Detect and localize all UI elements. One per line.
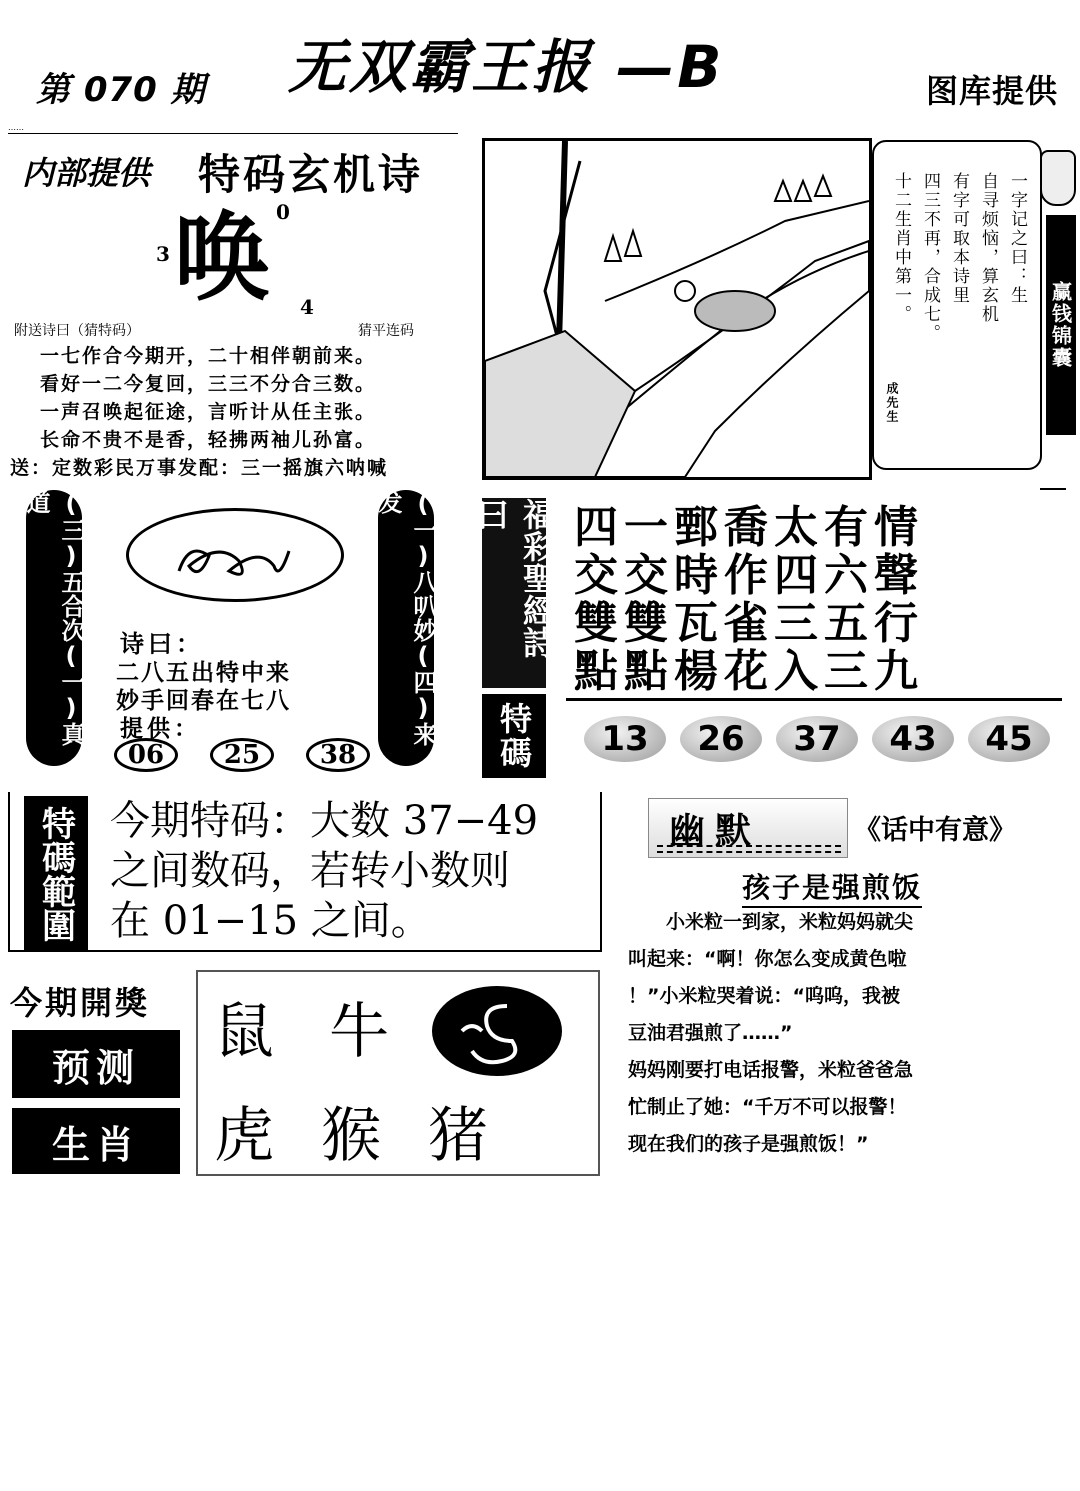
zodiac-shengxiao-label: 生肖 <box>51 1122 140 1167</box>
provider-label: 图库提供 <box>926 72 1059 110</box>
humor-title: 孩子是强煎饭 <box>742 866 922 908</box>
riddle-line: 送：定数彩民万事发配：三一摇旗六呐喊 <box>10 457 389 479</box>
yuan-right-bar-text: (一)八叭妙(四)来发 <box>374 490 437 746</box>
riddle-tag: 内部提供 <box>22 154 151 192</box>
zodiac-label: 今期開獎 <box>10 984 151 1022</box>
number-oval: 38 <box>306 738 370 772</box>
range-line: 今期特码：大数 37−49 <box>110 798 539 844</box>
shengjing-row: 點點楊花入三九 <box>574 646 924 697</box>
scroll-line: 四三不再，合成七。 <box>920 172 940 343</box>
humor-logo: 幽默 <box>669 811 762 852</box>
money-bag-icon <box>1040 150 1076 206</box>
snake-glyph <box>432 986 562 1076</box>
turtle-illustration <box>482 138 872 480</box>
humor-story <box>628 904 913 1163</box>
scroll-line: 有字可取本诗里 <box>949 172 969 305</box>
humor-line: 小米粒一到家，米粒妈妈就尖 <box>628 911 914 933</box>
zodiac-predict-button <box>12 1030 180 1098</box>
riddle-note-right: 猜平连码 <box>358 323 414 339</box>
humor-line: 豆油君强煎了……” <box>628 1022 793 1044</box>
yuan-poem-title: 诗曰： <box>120 630 204 658</box>
number-oval: 25 <box>210 738 274 772</box>
range-side-label-text: 特碼範圍 <box>35 806 76 942</box>
humor-line: 忙制止了她：“千万不可以报警！ <box>628 1096 907 1118</box>
landscape-drawing <box>485 141 869 477</box>
number-ball: 26 <box>680 716 762 762</box>
snake-logo-icon <box>432 986 562 1076</box>
yuan-left-bar-text: (三)五合次(一)真道 <box>22 490 85 746</box>
signature-oval <box>126 508 344 602</box>
newspaper-title: 无双霸王报 —B <box>288 33 725 101</box>
issue-number: 第 070 期 <box>36 70 206 110</box>
number-ball: 45 <box>968 716 1050 762</box>
riddle-line: 长命不贵不是香，轻拂两袖儿孙富。 <box>40 429 377 451</box>
riddle-main-char: 唤 <box>174 202 270 314</box>
shengjing-row: 雙雙瓦雀三五行 <box>574 598 924 649</box>
humor-logo-pattern <box>657 845 841 853</box>
humor-line: 叫起来：“啊！你怎么变成黄色啦 <box>628 948 907 970</box>
range-text <box>110 796 538 946</box>
shengjing-row: 四一鄄喬太有情 <box>574 502 924 553</box>
scroll-signature: 成先生 <box>885 382 899 424</box>
scroll-line: 自寻烦恼，算玄机 <box>978 172 998 324</box>
yuan-right-bar <box>374 490 437 766</box>
range-line: 在 01−15 之间。 <box>110 898 431 944</box>
divider <box>1040 488 1066 490</box>
riddle-line: 一声召唤起征途，言听计从任主张。 <box>40 401 377 423</box>
scroll-line: 一字记之曰：生 <box>1007 172 1027 305</box>
yuan-provide-label: 提供： <box>120 716 201 742</box>
scroll-side-tag: 赢钱锦囊 <box>1046 215 1076 435</box>
shengjing-side-title <box>472 498 556 688</box>
zodiac-row-2: 虎 猴 猪 <box>214 1101 503 1171</box>
riddle-num-left: 3 <box>156 242 170 266</box>
humor-subtitle: 《话中有意》 <box>854 815 1016 846</box>
yuan-poem-line: 妙手回春在七八 <box>116 688 291 714</box>
yuan-left-bar <box>22 490 85 766</box>
shengjing-side-title-text: 福彩聖經詩曰 <box>472 498 556 658</box>
humor-line: 现在我们的孩子是强煎饭！” <box>628 1133 869 1155</box>
riddle-num-right: 4 <box>300 295 314 319</box>
zodiac-row-1: 鼠 牛 <box>214 997 408 1067</box>
yuan-poem-line: 二八五出特中来 <box>116 660 291 686</box>
shengjing-rule <box>566 698 1062 701</box>
number-ball: 43 <box>872 716 954 762</box>
poem-scroll <box>872 140 1042 470</box>
number-oval: 06 <box>114 738 178 772</box>
riddle-heading: 特码玄机诗 <box>198 150 424 199</box>
riddle-poem <box>10 342 389 482</box>
zodiac-predict-label: 预测 <box>51 1045 140 1090</box>
riddle-num-top: 0 <box>276 200 290 224</box>
riddle-note-left: 附送诗曰（猜特码） <box>14 323 140 339</box>
range-side-label <box>24 796 88 952</box>
humor-logo-box <box>648 798 848 858</box>
fine-print: …… <box>8 124 458 134</box>
range-line: 之间数码，若转小数则 <box>110 848 510 894</box>
scroll-line: 十二生肖中第一。 <box>891 172 911 324</box>
riddle-line: 一七作合今期开，二十相伴朝前来。 <box>40 345 377 367</box>
shengjing-special-label <box>482 694 546 778</box>
zodiac-shengxiao-button <box>12 1108 180 1174</box>
scroll-text <box>889 172 1030 343</box>
riddle-line: 看好一二今复回，三三不分合三数。 <box>40 373 377 395</box>
shengjing-row: 交交時作四六聲 <box>574 550 924 601</box>
humor-line: 妈妈刚要打电话报警，米粒爸爸急 <box>628 1059 914 1081</box>
number-ball: 13 <box>584 716 666 762</box>
shengjing-special-label-text: 特碼 <box>495 702 533 770</box>
number-ball: 37 <box>776 716 858 762</box>
humor-line: ！”小米粒哭着说：“呜呜，我被 <box>628 985 900 1007</box>
handwriting-signature <box>129 511 341 599</box>
shengjing-poem <box>574 504 924 696</box>
